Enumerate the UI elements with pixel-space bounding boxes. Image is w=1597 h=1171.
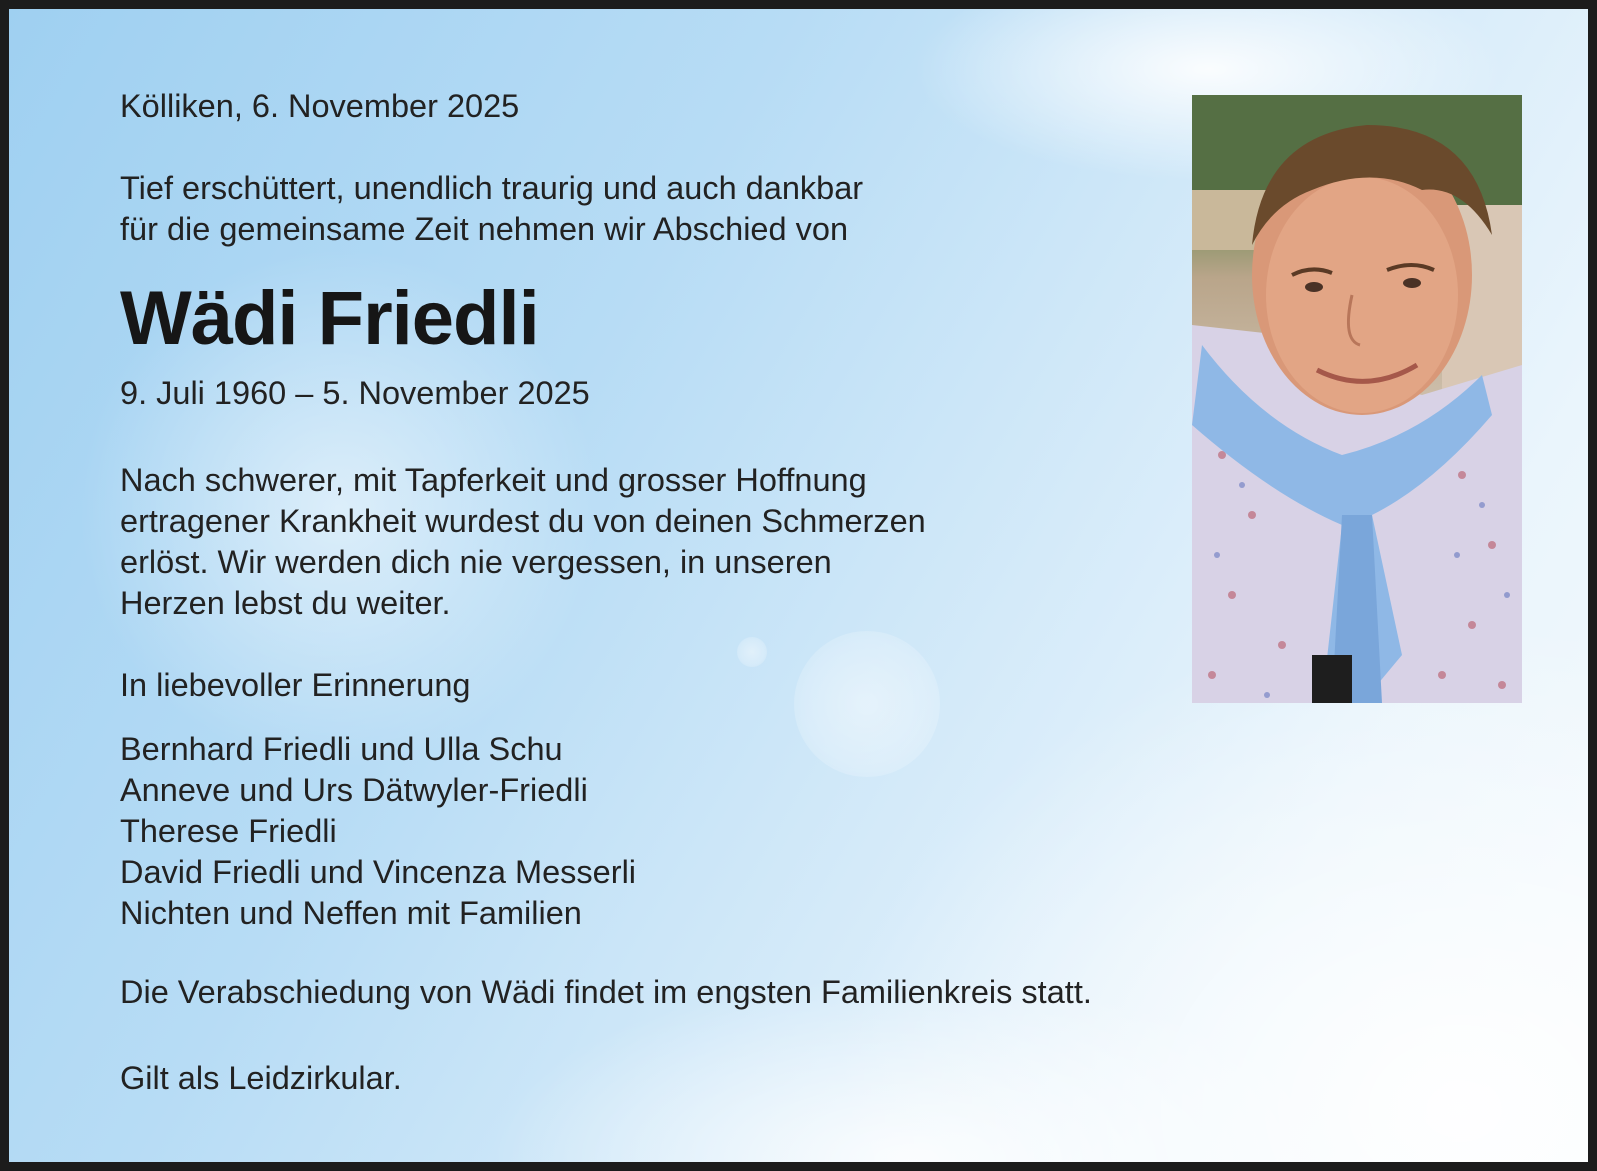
mourner-entry: Therese Friedli <box>120 813 337 849</box>
mourner-entry: Nichten und Neffen mit Familien <box>120 895 582 931</box>
lens-flare-small <box>737 637 767 667</box>
body-line: Herzen lebst du weiter. <box>120 585 451 621</box>
intro-text <box>120 168 863 250</box>
farewell-text: Die Verabschiedung von Wädi findet im engsten Familienkreis statt. <box>120 974 1092 1010</box>
mourner-entry: David Friedli und Vincenza Messerli <box>120 854 637 890</box>
mourner-entry: Anneve und Urs Dätwyler-Friedli <box>120 772 588 808</box>
life-dates: 9. Juli 1960 – 5. November 2025 <box>120 375 590 411</box>
body-text <box>120 460 926 624</box>
intro-line: Tief erschüttert, unendlich traurig und auch dankbar <box>120 170 864 206</box>
body-line: ertragener Krankheit wurdest du von deinen Schmerzen <box>120 503 926 539</box>
intro-line: für die gemeinsame Zeit nehmen wir Abschied von <box>120 211 849 247</box>
memory-line: In liebevoller Erinnerung <box>120 667 471 703</box>
mourners-list <box>120 729 636 934</box>
body-line: erlöst. Wir werden dich nie vergessen, in unseren <box>120 544 832 580</box>
body-line: Nach schwerer, mit Tapferkeit und grosser Hoffnung <box>120 462 867 498</box>
portrait-photo <box>1192 95 1522 703</box>
place-date: Kölliken, 6. November 2025 <box>120 88 520 124</box>
mourner-entry: Bernhard Friedli und Ulla Schu <box>120 731 563 767</box>
circular-note: Gilt als Leidzirkular. <box>120 1060 402 1096</box>
deceased-name: Wädi Friedli <box>120 276 539 361</box>
portrait-illustration <box>1192 95 1522 703</box>
lens-flare <box>794 631 940 777</box>
